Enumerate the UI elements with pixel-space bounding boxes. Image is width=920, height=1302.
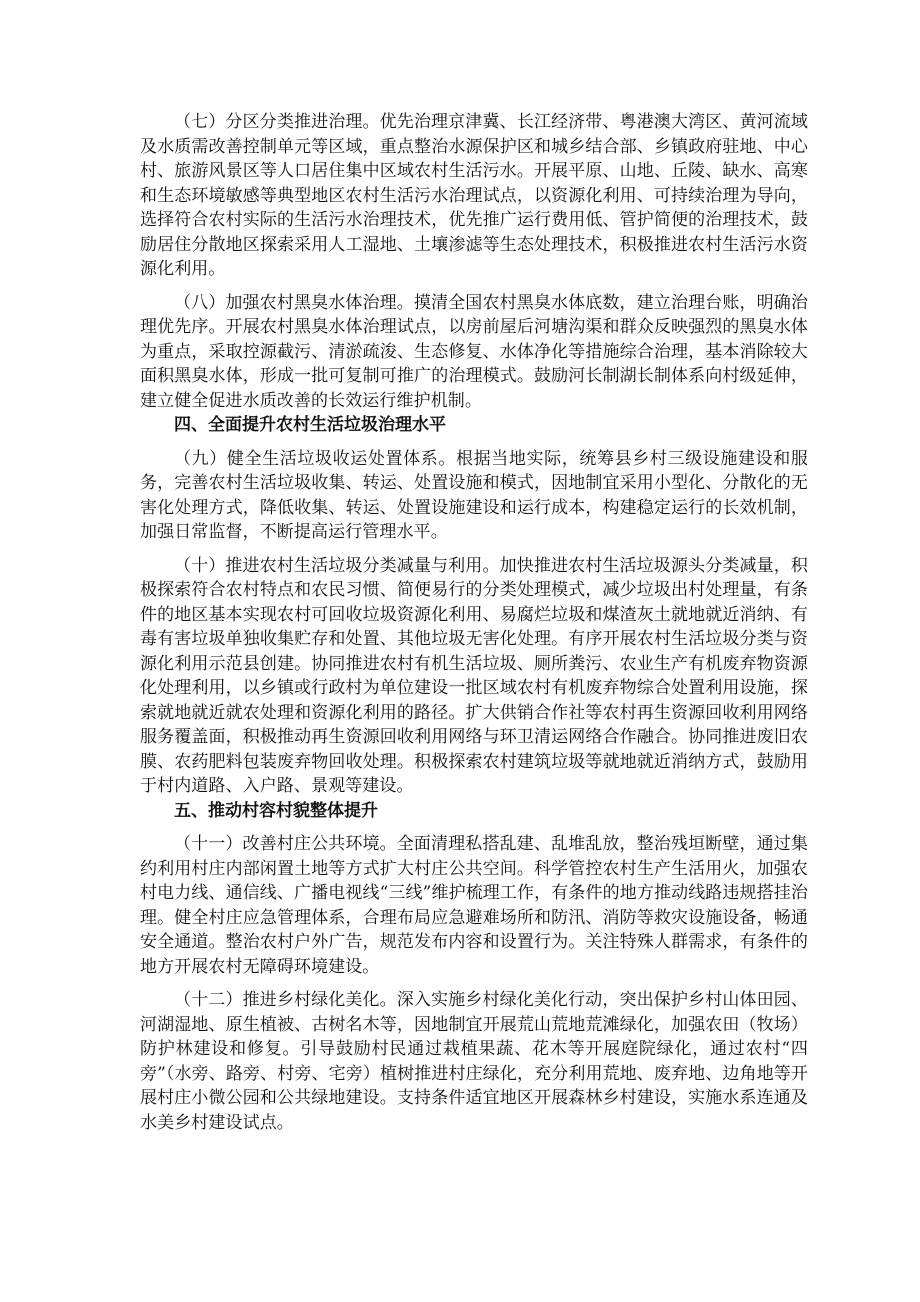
section-heading-4: 四、全面提升农村生活垃圾治理水平	[174, 415, 446, 435]
section-heading-5: 五、推动村容村貌整体提升	[174, 800, 378, 821]
paragraph-10: （十）推进农村生活垃圾分类减量与利用。加快推进农村生活垃圾源头分类减量，积极探索符合农村特点和农民习惯、简便易行的分类处理模式，减少垃圾出村处理量，有条件的地区基本实现农村可回收垃圾资源化利用、易腐烂垃圾和煤渣灰土就地就近消纳、有毒有害垃圾单独收集贮存和处置、其他垃圾无害化处理。有序开展农村生活垃圾分类与资源化利用示范县创建。协同推进农村有机生活垃圾、厕所粪污、农业生产有机废弃物资源化处理利用，以乡镇或行政村为单位建设一批区域农村有机废弃物综合处置利用设施，探索就地就近就农处理和资源化利用的路径。扩大供销合作社等农村再生资源回收利用网络服务覆盖面，积极推动再生资源回收利用网络与环卫清运网络合作融合。协同推进废旧农膜、农药肥料包装废弃物回收处理。积极探索农村建筑垃圾等就地就近消纳方式，鼓励用于村内道路、入户路、景观等建设。	[140, 555, 808, 796]
paragraph-8: （八）加强农村黑臭水体治理。摸清全国农村黑臭水体底数，建立治理台账，明确治理优先序。开展农村黑臭水体治理试点，以房前屋后河塘沟渠和群众反映强烈的黑臭水体为重点，采取控源截污、清淤疏浚、生态修复、水体净化等措施综合治理，基本消除较大面积黑臭水体，形成一批可复制可推广的治理模式。鼓励河长制湖长制体系向村级延伸，建立健全促进水质改善的长效运行维护机制。	[140, 292, 808, 411]
paragraph-7: （七）分区分类推进治理。优先治理京津冀、长江经济带、粤港澳大湾区、黄河流域及水质需改善控制单元等区域，重点整治水源保护区和城乡结合部、乡镇政府驻地、中心村、旅游风景区等人口居住集中区域农村生活污水。开展平原、山地、丘陵、缺水、高寒和生态环境敏感等典型地区农村生活污水治理试点，以资源化利用、可持续治理为导向，选择符合农村实际的生活污水治理技术，优先推广运行费用低、管护简便的治理技术，鼓励居住分散地区探索采用人工湿地、土壤渗滤等生态处理技术，积极推进农村生活污水资源化利用。	[140, 112, 808, 279]
paragraph-9: （九）健全生活垃圾收运处置体系。根据当地实际，统筹县乡村三级设施建设和服务，完善农村生活垃圾收集、转运、处置设施和模式，因地制宜采用小型化、分散化的无害化处理方式，降低收集、转运、处置设施建设和运行成本，构建稳定运行的长效机制，加强日常监督，不断提高运行管理水平。	[140, 448, 808, 542]
document-page	[140, 110, 808, 1135]
paragraph-11: （十一）改善村庄公共环境。全面清理私搭乱建、乱堆乱放，整治残垣断壁，通过集约利用村庄内部闲置土地等方式扩大村庄公共空间。科学管控农村生产生活用火，加强农村电力线、通信线、广播电视线“三线”维护梳理工作，有条件的地方推动线路违规搭挂治理。健全村庄应急管理体系，合理布局应急避难场所和防汛、消防等救灾设施设备，畅通安全通道。整治农村户外广告，规范发布内容和设置行为。关注特殊人群需求，有条件的地方开展农村无障碍环境建设。	[140, 834, 808, 977]
paragraph-12: （十二）推进乡村绿化美化。深入实施乡村绿化美化行动，突出保护乡村山体田园、河湖湿地、原生植被、古树名木等，因地制宜开展荒山荒地荒滩绿化，加强农田（牧场）防护林建设和修复。引导鼓励村民通过栽植果蔬、花木等开展庭院绿化，通过农村“四旁”（水旁、路旁、村旁、宅旁）植树推进村庄绿化，充分利用荒地、废弃地、边角地等开展村庄小微公园和公共绿地建设。支持条件适宜地区开展森林乡村建设，实施水系连通及水美乡村建设试点。	[140, 990, 808, 1133]
